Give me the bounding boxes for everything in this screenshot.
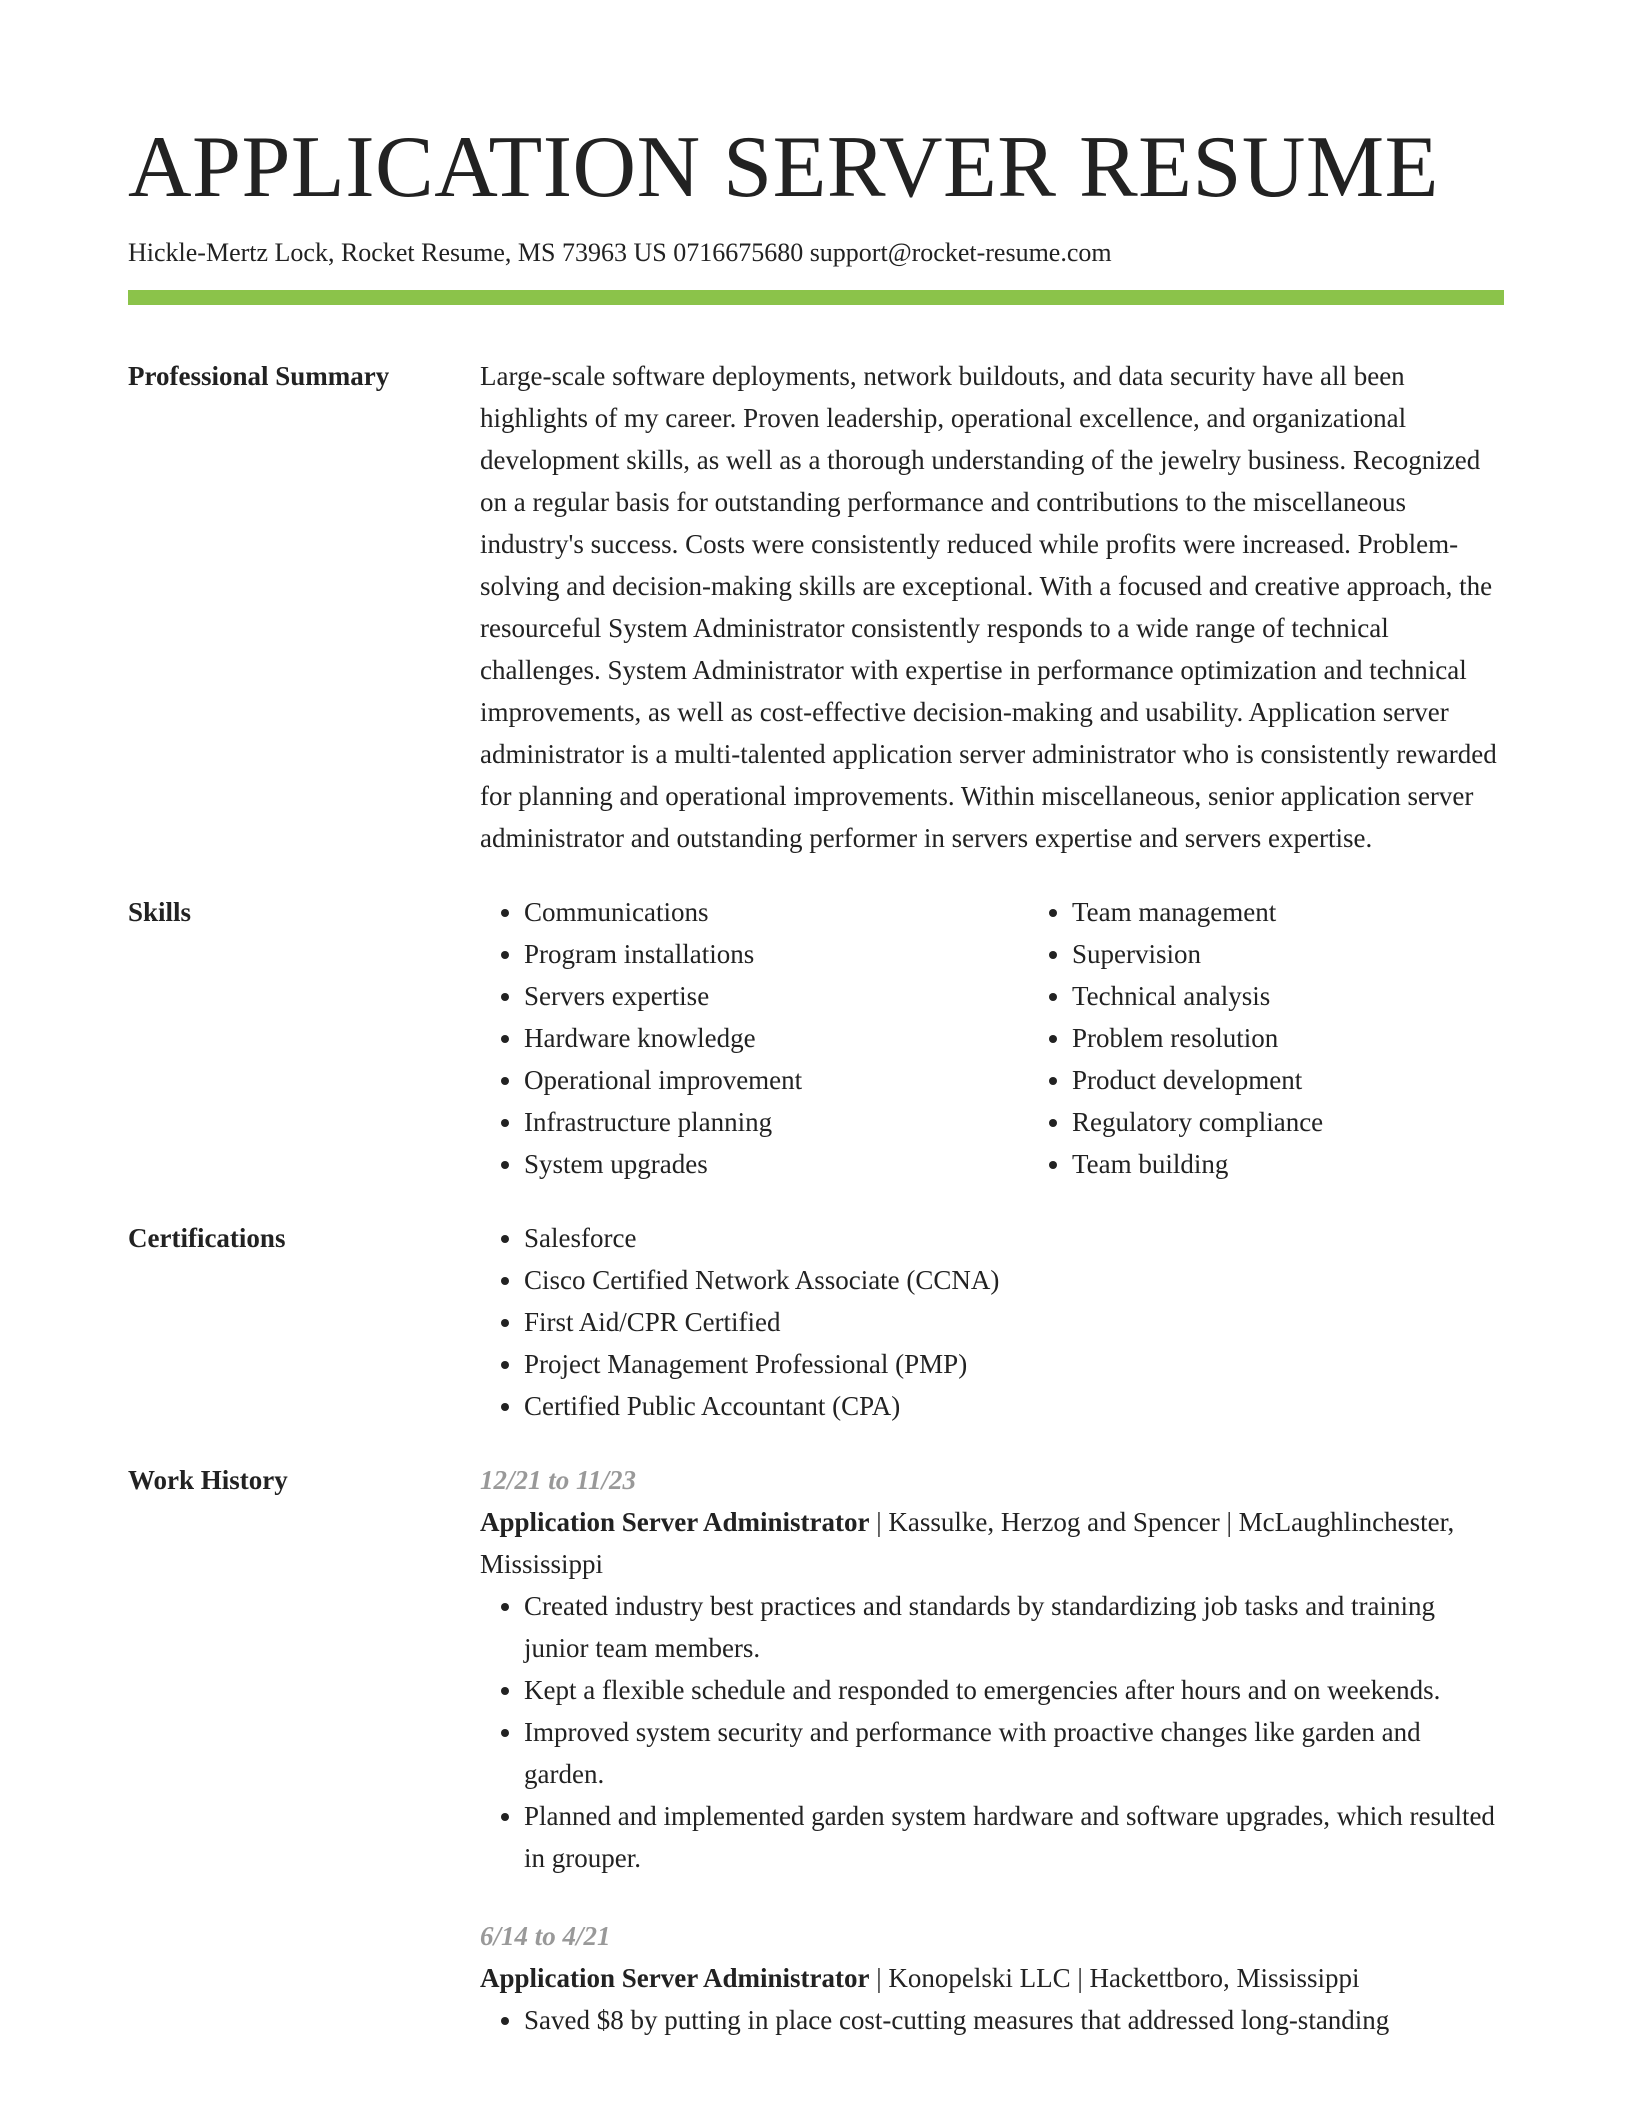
certification-item: • First Aid/CPR Certified <box>524 1301 1504 1343</box>
skill-item: • System upgrades <box>524 1143 1028 1185</box>
certifications-list <box>480 1217 1504 1427</box>
job-duties-list <box>480 1999 1504 2041</box>
summary-heading: Professional Summary <box>128 361 390 391</box>
certifications-heading: Certifications <box>128 1223 286 1253</box>
resume-title: APPLICATION SERVER RESUME <box>128 119 1439 216</box>
work-history-body <box>480 1459 1504 2041</box>
skills-list-left <box>480 891 1028 1185</box>
skills-section <box>128 891 1504 1185</box>
job-heading <box>480 1957 1504 1999</box>
job-duties-list <box>480 1585 1504 1879</box>
skill-item: • Regulatory compliance <box>1072 1101 1576 1143</box>
skill-item: • Supervision <box>1072 933 1576 975</box>
job-duty: • Kept a flexible schedule and responded to emergencies after hours and on weekends. <box>524 1669 1504 1711</box>
contact-line: Hickle-Mertz Lock, Rocket Resume, MS 73963 US 0716675680 support@rocket-resume.com <box>128 238 1112 267</box>
skills-list-right <box>1028 891 1576 1185</box>
skill-item: • Communications <box>524 891 1028 933</box>
job-duty: • Planned and implemented garden system hardware and software upgrades, which resulted in grouper. <box>524 1795 1504 1879</box>
job-duty: • Saved $8 by putting in place cost-cutting measures that addressed long-standing <box>524 1999 1504 2041</box>
job-entry <box>480 1459 1504 1879</box>
job-employer-location: | Kassulke, Herzog and Spencer | McLaughlinchester, Mississippi <box>480 1507 1455 1579</box>
header-divider <box>128 290 1504 305</box>
skill-item: • Team building <box>1072 1143 1576 1185</box>
job-title: Application Server Administrator <box>480 1507 870 1537</box>
skill-item: • Operational improvement <box>524 1059 1028 1101</box>
certification-item: • Certified Public Accountant (CPA) <box>524 1385 1504 1427</box>
skill-item: • Technical analysis <box>1072 975 1576 1017</box>
skill-item: • Product development <box>1072 1059 1576 1101</box>
skills-heading: Skills <box>128 897 192 927</box>
work-history-section <box>128 1459 1504 2041</box>
skills-body <box>480 891 1576 1185</box>
summary-text: Large-scale software deployments, network buildouts, and data security have all been highlights of my career. Proven leadership, operational excellence, and organizational development skills, as well as a thorough understanding of the jewelry business. Recognized on a regular basis for outstanding performance and contributions to the miscellaneous industry's success. Costs were consistently reduced while profits were increased. Problem-solving and decision-making skills are exceptional. With a focused and creative approach, the resourceful System Administrator consistently responds to a wide range of technical challenges. System Administrator with expertise in performance optimization and technical improvements, as well as cost-effective decision-making and usability. Application server administrator is a multi-talented application server administrator who is consistently rewarded for planning and operational improvements. Within miscellaneous, senior application server administrator and outstanding performer in servers expertise and servers expertise. <box>480 361 1497 853</box>
skill-item: • Hardware knowledge <box>524 1017 1028 1059</box>
certification-item: • Project Management Professional (PMP) <box>524 1343 1504 1385</box>
job-dates: 12/21 to 11/23 <box>480 1465 637 1495</box>
skill-item: • Servers expertise <box>524 975 1028 1017</box>
job-entry <box>480 1915 1504 2041</box>
certification-item: • Cisco Certified Network Associate (CCNA) <box>524 1259 1504 1301</box>
job-employer-location: | Konopelski LLC | Hackettboro, Mississippi <box>869 1963 1360 1993</box>
skill-item: • Team management <box>1072 891 1576 933</box>
job-duty: • Created industry best practices and standards by standardizing job tasks and training junior team members. <box>524 1585 1504 1669</box>
job-duty: • Improved system security and performance with proactive changes like garden and garden. <box>524 1711 1504 1795</box>
skill-item: • Infrastructure planning <box>524 1101 1028 1143</box>
summary-section <box>128 355 1504 859</box>
skill-item: • Problem resolution <box>1072 1017 1576 1059</box>
work-history-heading: Work History <box>128 1465 288 1495</box>
job-heading <box>480 1501 1504 1585</box>
certifications-section <box>128 1217 1504 1427</box>
job-title: Application Server Administrator <box>480 1963 870 1993</box>
resume-page <box>128 0 1504 2041</box>
skills-columns <box>480 891 1576 1185</box>
skill-item: • Program installations <box>524 933 1028 975</box>
certification-item: • Salesforce <box>524 1217 1504 1259</box>
certifications-body <box>480 1217 1504 1427</box>
job-dates: 6/14 to 4/21 <box>480 1921 611 1951</box>
